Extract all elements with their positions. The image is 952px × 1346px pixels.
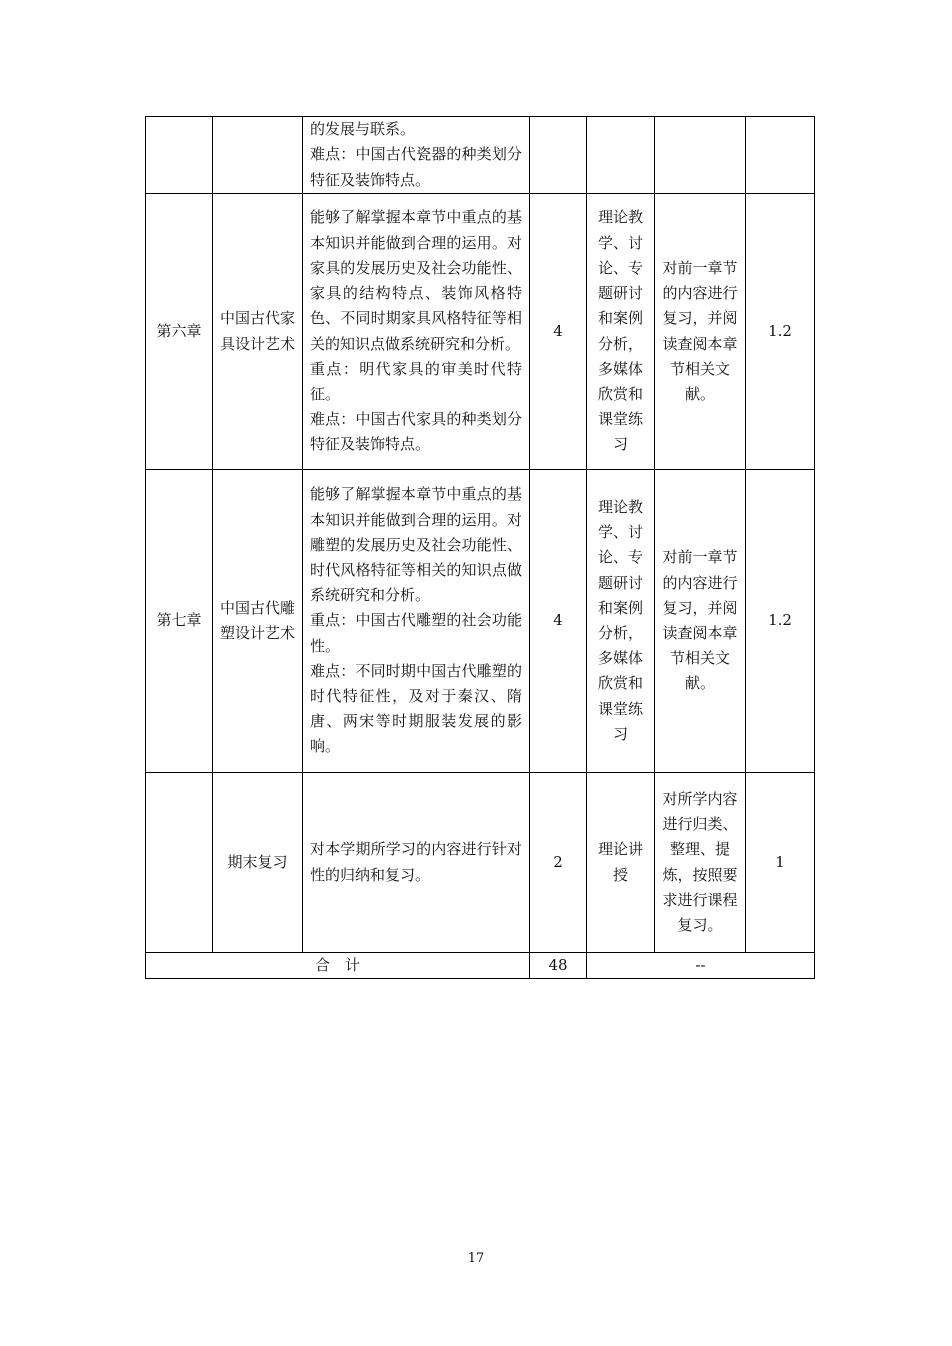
content-line: 难点：中国古代家具的种类划分特征及装饰特点。 — [310, 410, 522, 454]
table-row — [146, 194, 815, 470]
content-cell — [303, 773, 530, 953]
credit-cell — [746, 117, 815, 194]
chapter-cell: 第七章 — [146, 470, 213, 773]
content-cell — [303, 470, 530, 773]
hours-cell: 4 — [530, 194, 587, 470]
chapter-cell — [146, 773, 213, 953]
method-cell: 理论教学、讨论、专题研讨和案例分析，多媒体欣赏和课堂练习 — [587, 470, 655, 773]
hours-cell: 4 — [530, 470, 587, 773]
title-cell: 中国古代雕塑设计艺术 — [213, 470, 303, 773]
content-line: 能够了解掌握本章节中重点的基本知识并能做到合理的运用。对家具的发展历史及社会功能性、家具的结构特点、装饰风格特色、不同时期家具风格特征等相关的知识点做系统研究和分析。 — [310, 208, 522, 353]
credit-cell: 1 — [746, 773, 815, 953]
content-line: 难点：中国古代瓷器的种类划分特征及装饰特点。 — [310, 145, 522, 189]
chapter-cell — [146, 117, 213, 194]
title-cell — [213, 117, 303, 194]
assignment-cell: 对前一章节的内容进行复习，并阅读查阅本章节相关文献。 — [655, 194, 746, 470]
title-cell: 中国古代家具设计艺术 — [213, 194, 303, 470]
method-cell: 理论讲授 — [587, 773, 655, 953]
method-cell: 理论教学、讨论、专题研讨和案例分析，多媒体欣赏和课堂练习 — [587, 194, 655, 470]
title-cell: 期末复习 — [213, 773, 303, 953]
total-row — [146, 953, 815, 979]
method-cell — [587, 117, 655, 194]
hours-cell: 2 — [530, 773, 587, 953]
content-line: 难点：不同时期中国古代雕塑的时代特征性，及对于秦汉、隋唐、两宋等时期服装发展的影响。 — [310, 661, 522, 756]
table-row — [146, 117, 815, 194]
table-row — [146, 773, 815, 953]
content-line: 重点：中国古代雕塑的社会功能性。 — [310, 611, 522, 655]
credit-cell: 1.2 — [746, 194, 815, 470]
hours-cell — [530, 117, 587, 194]
content-line: 对本学期所学习的内容进行针对性的归纳和复习。 — [310, 840, 522, 884]
chapter-cell: 第六章 — [146, 194, 213, 470]
content-line: 的发展与联系。 — [310, 120, 416, 139]
assignment-cell: 对所学内容进行归类、整理、提炼，按照要求进行课程复习。 — [655, 773, 746, 953]
credit-cell: 1.2 — [746, 470, 815, 773]
content-line: 重点：明代家具的审美时代特征。 — [310, 359, 522, 403]
total-label: 合 计 — [146, 953, 530, 979]
table-row — [146, 470, 815, 773]
content-cell — [303, 117, 530, 194]
assignment-cell: 对前一章节的内容进行复习，并阅读查阅本章节相关文献。 — [655, 470, 746, 773]
content-line: 能够了解掌握本章节中重点的基本知识并能做到合理的运用。对雕塑的发展历史及社会功能性、时代风格特征等相关的知识点做系统研究和分析。 — [310, 485, 522, 605]
assignment-cell — [655, 117, 746, 194]
course-schedule-table — [145, 116, 815, 979]
total-hours: 48 — [530, 953, 587, 979]
page-number: 17 — [467, 1251, 485, 1266]
total-rest: -- — [587, 953, 815, 979]
content-cell — [303, 194, 530, 470]
